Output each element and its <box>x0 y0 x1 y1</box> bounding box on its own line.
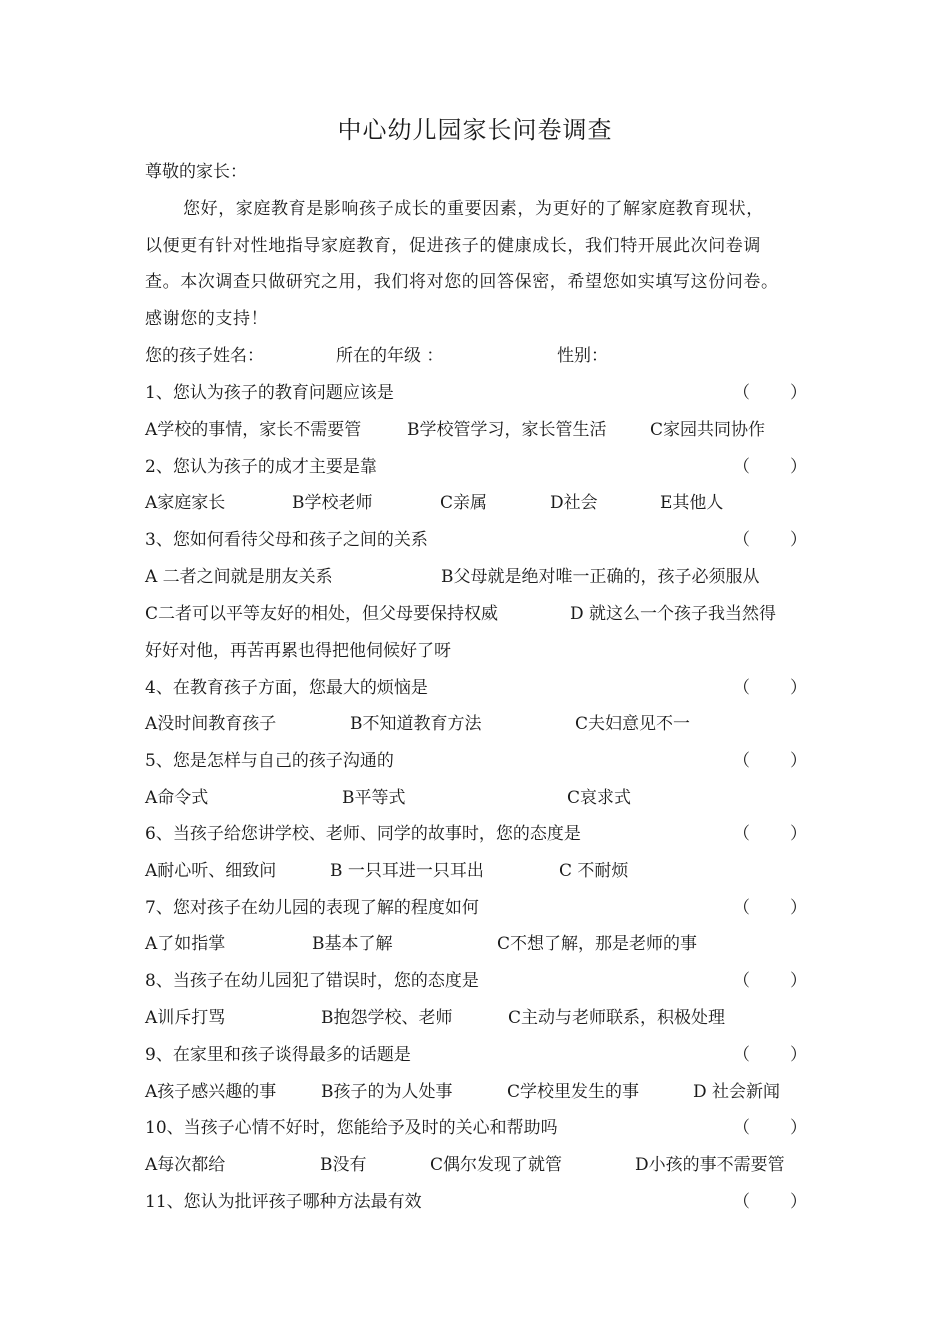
question-text: 7、您对孩子在幼儿园的表现了解的程度如何 <box>145 898 479 918</box>
answer-option[interactable]: C不想了解，那是老师的事 <box>497 934 698 954</box>
answer-option[interactable]: B抱怨学校、老师 <box>321 1008 453 1028</box>
answer-option[interactable]: B孩子的为人处事 <box>321 1082 453 1102</box>
answer-option[interactable]: C二者可以平等友好的相处，但父母要保持权威 <box>145 604 499 624</box>
answer-option[interactable]: A命令式 <box>145 788 209 808</box>
question-4 <box>145 676 807 700</box>
answer-option[interactable]: A耐心听、细致问 <box>145 861 277 881</box>
page-title: 中心幼儿园家长问卷调查 <box>337 116 613 144</box>
intro-line: 感谢您的支持！ <box>145 308 269 329</box>
answer-option[interactable]: B父母就是绝对唯一正确的，孩子必须服从 <box>441 567 760 587</box>
intro-paragraph <box>145 197 815 343</box>
question-9-options <box>145 1080 815 1104</box>
answer-option[interactable]: B 一只耳进一只耳出 <box>330 861 484 881</box>
answer-blank[interactable]: （ ） <box>733 457 807 477</box>
question-9 <box>145 1043 807 1067</box>
answer-option[interactable]: A没时间教育孩子 <box>145 714 277 734</box>
answer-option[interactable]: B学校老师 <box>292 493 373 513</box>
question-3-options <box>145 639 815 663</box>
answer-option[interactable]: B没有 <box>320 1155 367 1175</box>
answer-option[interactable]: C家园共同协作 <box>650 420 766 440</box>
answer-option[interactable]: B学校管学习，家长管生活 <box>407 420 607 440</box>
answer-option[interactable]: E其他人 <box>660 493 724 513</box>
question-7-options <box>145 932 815 956</box>
question-3-options <box>145 602 815 626</box>
gender-label: 性别： <box>557 346 608 366</box>
answer-option[interactable]: C哀求式 <box>567 788 632 808</box>
question-2 <box>145 455 807 479</box>
question-2-options <box>145 491 815 515</box>
question-text: 6、当孩子给您讲学校、老师、同学的故事时，您的态度是 <box>145 824 581 844</box>
answer-option[interactable]: D 社会新闻 <box>693 1082 781 1102</box>
answer-option[interactable]: A每次都给 <box>145 1155 226 1175</box>
respondent-info <box>145 344 815 368</box>
answer-blank[interactable]: （ ） <box>733 898 807 918</box>
question-1-options <box>145 418 815 442</box>
question-1 <box>145 381 807 405</box>
question-10-options <box>145 1153 815 1177</box>
answer-option[interactable]: A家庭家长 <box>145 493 226 513</box>
answer-option[interactable]: B平等式 <box>342 788 406 808</box>
question-text: 5、您是怎样与自己的孩子沟通的 <box>145 751 394 771</box>
intro-line: 您好，家庭教育是影响孩子成长的重要因素，为更好的了解家庭教育现状， <box>183 199 764 219</box>
answer-option[interactable]: A孩子感兴趣的事 <box>145 1082 277 1102</box>
answer-option[interactable]: A 二者之间就是朋友关系 <box>145 567 333 587</box>
answer-option[interactable]: A学校的事情，家长不需要管 <box>145 420 362 440</box>
answer-blank[interactable]: （ ） <box>733 751 807 771</box>
question-10 <box>145 1116 807 1140</box>
question-5-options <box>145 786 815 810</box>
answer-option[interactable]: B不知道教育方法 <box>350 714 482 734</box>
question-text: 8、当孩子在幼儿园犯了错误时，您的态度是 <box>145 971 479 991</box>
answer-option[interactable]: D小孩的事不需要管 <box>635 1155 785 1175</box>
answer-blank[interactable]: （ ） <box>733 678 807 698</box>
answer-option[interactable]: 好好对他，再苦再累也得把他伺候好了呀 <box>145 641 451 661</box>
question-text: 9、在家里和孩子谈得最多的话题是 <box>145 1045 411 1065</box>
answer-blank[interactable]: （ ） <box>733 383 807 403</box>
answer-option[interactable]: D 就这么一个孩子我当然得 <box>570 604 777 624</box>
question-text: 3、您如何看待父母和孩子之间的关系 <box>145 530 428 550</box>
answer-blank[interactable]: （ ） <box>733 1192 807 1212</box>
answer-blank[interactable]: （ ） <box>733 1118 807 1138</box>
answer-option[interactable]: A训斥打骂 <box>145 1008 226 1028</box>
question-3 <box>145 528 807 552</box>
answer-option[interactable]: C 不耐烦 <box>559 861 629 881</box>
question-6-options <box>145 859 815 883</box>
answer-option[interactable]: C偶尔发现了就管 <box>430 1155 563 1175</box>
question-8 <box>145 969 807 993</box>
answer-option[interactable]: C学校里发生的事 <box>507 1082 640 1102</box>
question-text: 11、您认为批评孩子哪种方法最有效 <box>145 1192 422 1212</box>
question-4-options <box>145 712 815 736</box>
question-6 <box>145 822 807 846</box>
question-8-options <box>145 1006 815 1030</box>
question-11 <box>145 1190 807 1214</box>
question-7 <box>145 896 807 920</box>
intro-line: 查。本次调查只做研究之用，我们将对您的回答保密，希望您如实填写这份问卷。 <box>145 272 779 292</box>
child-name-label: 您的孩子姓名： <box>145 346 264 366</box>
answer-option[interactable]: C亲属 <box>440 493 488 513</box>
greeting: 尊敬的家长： <box>145 162 247 182</box>
answer-blank[interactable]: （ ） <box>733 1045 807 1065</box>
answer-blank[interactable]: （ ） <box>733 971 807 991</box>
question-text: 2、您认为孩子的成才主要是靠 <box>145 457 377 477</box>
question-5 <box>145 749 807 773</box>
intro-line: 以便更有针对性地指导家庭教育，促进孩子的健康成长，我们特开展此次问卷调 <box>145 235 761 256</box>
answer-option[interactable]: C主动与老师联系，积极处理 <box>508 1008 726 1028</box>
answer-blank[interactable]: （ ） <box>733 530 807 550</box>
question-text: 10、当孩子心情不好时，您能给予及时的关心和帮助吗 <box>145 1118 558 1138</box>
answer-blank[interactable]: （ ） <box>733 824 807 844</box>
answer-option[interactable]: C夫妇意见不一 <box>575 714 691 734</box>
question-3-options <box>145 565 815 589</box>
answer-option[interactable]: D社会 <box>550 493 598 513</box>
answer-option[interactable]: A了如指掌 <box>145 934 226 954</box>
answer-option[interactable]: B基本了解 <box>312 934 393 954</box>
question-text: 4、在教育孩子方面，您最大的烦恼是 <box>145 678 428 698</box>
question-text: 1、您认为孩子的教育问题应该是 <box>145 383 394 403</box>
grade-label: 所在的年级 ： <box>336 346 444 366</box>
